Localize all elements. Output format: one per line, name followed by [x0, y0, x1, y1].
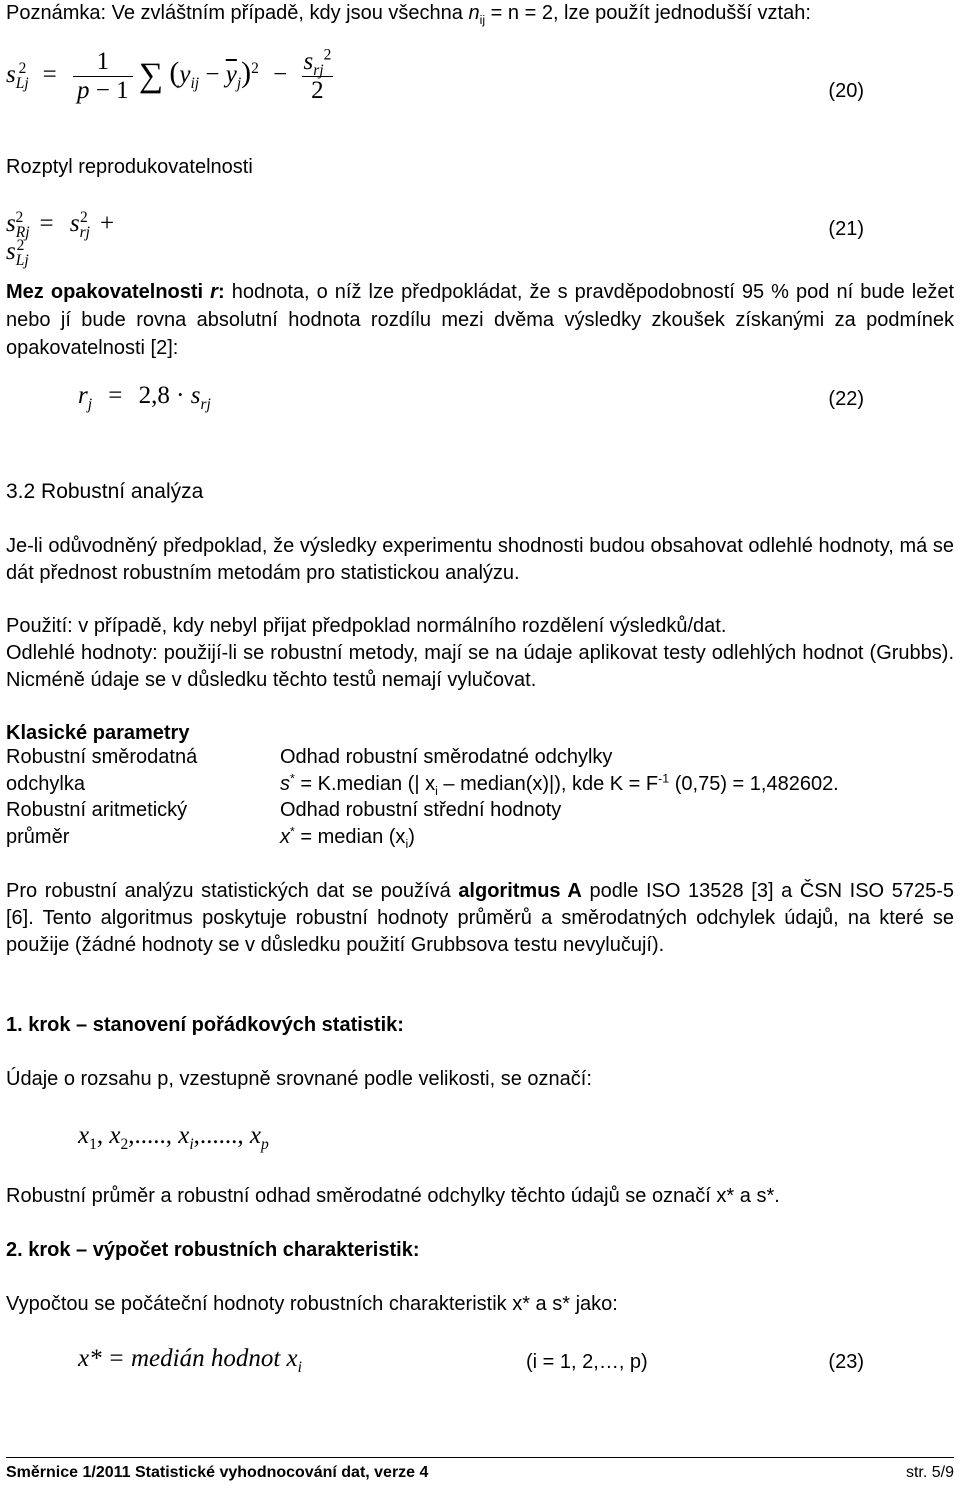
equation-21-number: (21)	[828, 218, 864, 240]
equation-21: $s_{Rj}^2 = s_{rj}^2 + s_{Lj}^2$	[6, 208, 115, 269]
step2-text: Vypočtou se počáteční hodnoty robustních charakteristik x* a s* jako:	[6, 1293, 618, 1315]
equation-20: $s_{Lj}^2$ = $\frac{1}{p - 1}$ ∑ $(y_{ij} - \overline{y}_j)^2$ − $\frac{s_{rj}^2}{2}$	[6, 46, 332, 104]
equation-23-range: (i = 1, 2,…, p)	[526, 1351, 648, 1373]
page-number: str. 5/9	[905, 1464, 954, 1481]
repeatability-paragraph: Mez opakovatelnosti r: hodnota, o níž lze předpokládat, že s pravděpodobností 95 % pod ní bude ležet nebo jí bude rovna absolutní hodnota rozdílu mezi dvěma výsledky zkoušek získanými za podmínek opakovatelnosti [2]:	[6, 281, 955, 359]
equation-22: $r_j = 2,8 \cdot s_{rj}$	[78, 382, 211, 413]
robust-mean-formula: x* = median $(x_i)$	[280, 824, 415, 851]
robust-mean-description: Odhad robustní střední hodnoty	[280, 799, 562, 821]
step1-heading: 1. krok – stanovení pořádkových statistik:	[6, 1014, 404, 1036]
section-heading: 3.2 Robustní analýza	[6, 480, 204, 503]
order-statistics-formula: $x_1$, $x_2$,....., $x_i$,......, $x_p$	[78, 1122, 269, 1153]
reproducibility-heading: Rozptyl reprodukovatelnosti	[6, 156, 253, 178]
equation-23-number: (23)	[828, 1351, 864, 1373]
robust-mean-label-2: průměr	[6, 826, 70, 848]
footer-left: Směrnice 1/2011 Statistické vyhodnocování dat, verze 4	[6, 1464, 429, 1481]
step2-heading: 2. krok – výpočet robustních charakteristik:	[6, 1239, 420, 1261]
paragraph-outliers: Odlehlé hodnoty: použijí-li se robustní metody, mají se na údaje aplikovat testy odlehlých hodnot (Grubbs). Nicméně údaje se v důsledku těchto testů nemají vylučovat.	[6, 642, 954, 691]
paragraph-algorithm-a: Pro robustní analýzu statistických dat se používá algoritmus A podle ISO 13528 [3] a ČSN ISO 5725-5 [6]. Tento algoritmus poskytuje robustní hodnoty průměrů a směrodatných odchylek údajů, na které se použije (žádné hodnoty se v důsledku použití Grubbsova testu nevylučují).	[6, 880, 954, 956]
step1-text: Údaje o rozsahu p, vzestupně srovnané podle velikosti, se označí:	[6, 1068, 592, 1090]
paragraph-robust-intro: Je-li odůvodněný předpoklad, že výsledky experimentu shodnosti budou obsahovat odlehlé hodnoty, má se dát přednost robustním metodám pro statistickou analýzu.	[6, 535, 954, 584]
page-footer	[6, 1457, 954, 1482]
classic-parameters-heading: Klasické parametry	[6, 722, 190, 744]
robust-sd-formula: s* = K.median (| $x_i$ – median(x)|), kde $K = F^{-1}$ (0,75) = 1,482602.	[280, 771, 839, 798]
robust-mean-label-1: Robustní aritmetický	[6, 799, 188, 821]
robust-sd-label-1: Robustní směrodatná	[6, 746, 198, 768]
equation-22-number: (22)	[828, 388, 864, 410]
equation-23: x* = medián hodnot $x_i$	[78, 1345, 302, 1376]
equation-20-number: (20)	[828, 80, 864, 102]
step1-after: Robustní průměr a robustní odhad směrodatné odchylky těchto údajů se označí x* a s*.	[6, 1185, 780, 1207]
robust-sd-description: Odhad robustní směrodatné odchylky	[280, 746, 613, 768]
note-line: Poznámka: Ve zvláštním případě, kdy jsou všechna $n_{ij} = n = 2$, lze použít jednodušší vztah:	[6, 2, 811, 27]
paragraph-usage: Použití: v případě, kdy nebyl přijat předpoklad normálního rozdělení výsledků/dat.	[6, 615, 727, 637]
robust-sd-label-2: odchylka	[6, 773, 85, 795]
